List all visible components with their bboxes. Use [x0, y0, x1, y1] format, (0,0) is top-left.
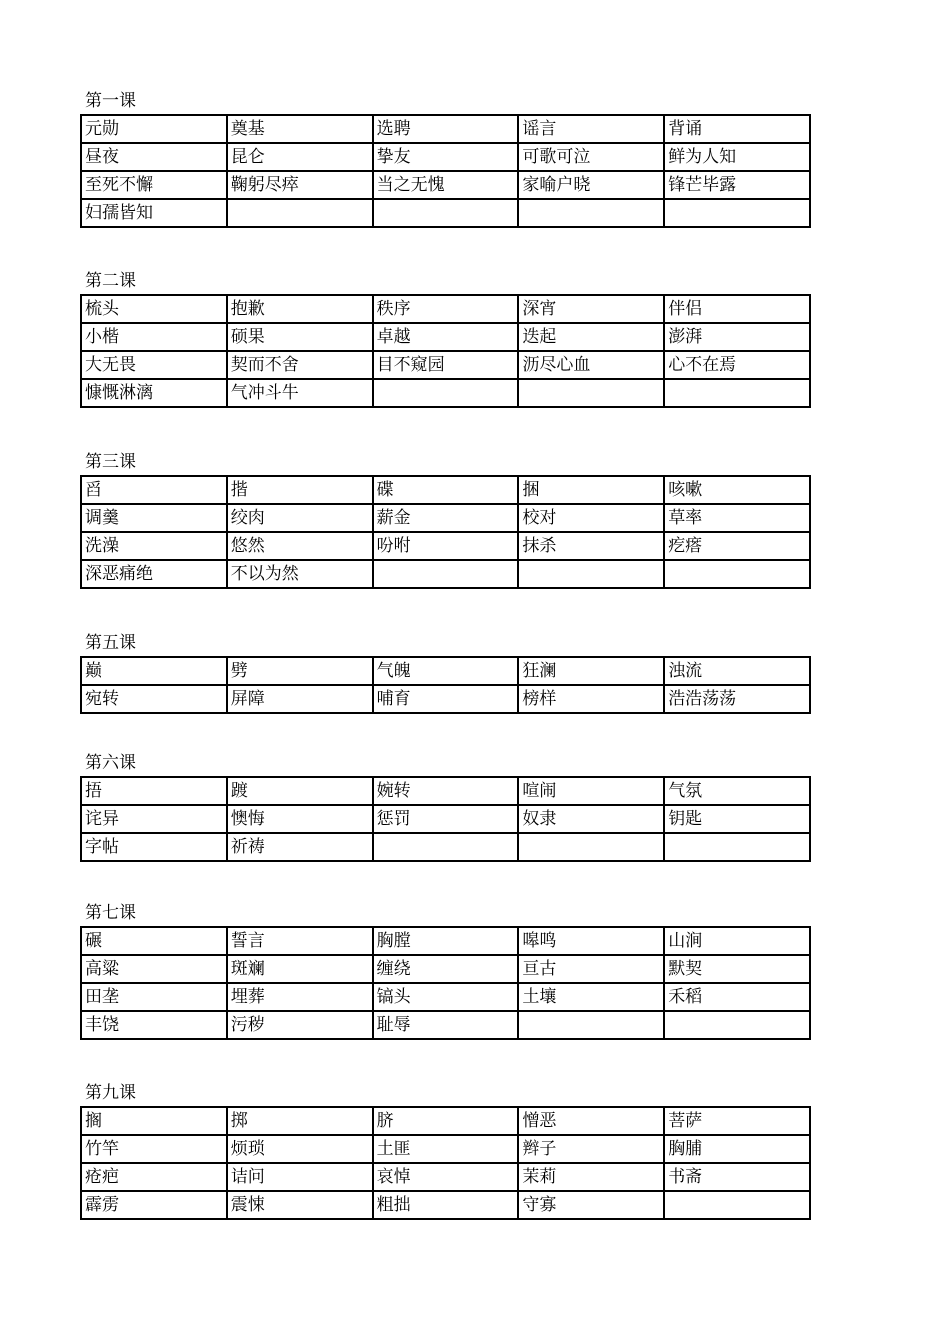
word-cell: 惩罚 — [373, 805, 519, 833]
vocabulary-table — [80, 475, 811, 589]
word-cell: 奠基 — [227, 115, 373, 143]
table-row — [81, 1011, 810, 1039]
table-row — [81, 115, 810, 143]
word-cell — [664, 199, 810, 227]
word-cell: 字帖 — [81, 833, 227, 861]
word-cell — [518, 199, 664, 227]
lesson-title: 第六课 — [85, 753, 136, 773]
table-row — [81, 1191, 810, 1219]
word-cell: 缠绕 — [373, 955, 519, 983]
word-cell: 书斋 — [664, 1163, 810, 1191]
word-cell: 薪金 — [373, 504, 519, 532]
table-row — [81, 532, 810, 560]
word-cell: 元勋 — [81, 115, 227, 143]
word-cell: 疙瘩 — [664, 532, 810, 560]
word-cell: 土匪 — [373, 1135, 519, 1163]
word-cell: 洗澡 — [81, 532, 227, 560]
table-row — [81, 983, 810, 1011]
word-cell: 婉转 — [373, 777, 519, 805]
word-cell: 诘问 — [227, 1163, 373, 1191]
word-cell: 挚友 — [373, 143, 519, 171]
word-cell: 哺育 — [373, 685, 519, 713]
lesson-title: 第七课 — [85, 903, 136, 923]
word-cell: 捂 — [81, 777, 227, 805]
word-cell: 辫子 — [518, 1135, 664, 1163]
word-cell: 家喻户晓 — [518, 171, 664, 199]
word-cell: 当之无愧 — [373, 171, 519, 199]
word-cell: 至死不懈 — [81, 171, 227, 199]
word-cell: 土壤 — [518, 983, 664, 1011]
word-cell — [373, 833, 519, 861]
lesson-title: 第九课 — [85, 1083, 136, 1103]
word-cell: 卓越 — [373, 323, 519, 351]
vocabulary-table — [80, 926, 811, 1040]
lesson-title: 第五课 — [85, 633, 136, 653]
word-cell — [518, 379, 664, 407]
word-cell: 心不在焉 — [664, 351, 810, 379]
word-cell: 迭起 — [518, 323, 664, 351]
word-cell: 舀 — [81, 476, 227, 504]
vocabulary-table — [80, 656, 811, 714]
word-cell — [373, 379, 519, 407]
word-cell: 憎恶 — [518, 1107, 664, 1135]
word-cell: 大无畏 — [81, 351, 227, 379]
table-row — [81, 560, 810, 588]
word-cell — [227, 199, 373, 227]
word-cell: 梳头 — [81, 295, 227, 323]
word-cell: 小楷 — [81, 323, 227, 351]
word-cell: 抱歉 — [227, 295, 373, 323]
vocabulary-table — [80, 114, 811, 228]
word-cell: 祈祷 — [227, 833, 373, 861]
word-cell: 诧异 — [81, 805, 227, 833]
word-cell: 耻辱 — [373, 1011, 519, 1039]
word-cell: 气冲斗牛 — [227, 379, 373, 407]
word-cell: 震悚 — [227, 1191, 373, 1219]
vocabulary-table — [80, 776, 811, 862]
word-cell: 懊悔 — [227, 805, 373, 833]
table-row — [81, 1107, 810, 1135]
word-cell: 妇孺皆知 — [81, 199, 227, 227]
table-row — [81, 143, 810, 171]
word-cell: 禾稻 — [664, 983, 810, 1011]
word-cell: 气氛 — [664, 777, 810, 805]
word-cell: 慷慨淋漓 — [81, 379, 227, 407]
table-row — [81, 927, 810, 955]
word-cell: 浊流 — [664, 657, 810, 685]
word-cell: 目不窥园 — [373, 351, 519, 379]
word-cell — [518, 560, 664, 588]
word-cell: 菩萨 — [664, 1107, 810, 1135]
word-cell: 茉莉 — [518, 1163, 664, 1191]
word-cell — [518, 833, 664, 861]
word-cell: 深恶痛绝 — [81, 560, 227, 588]
table-row — [81, 805, 810, 833]
word-cell: 胸脯 — [664, 1135, 810, 1163]
word-cell: 草率 — [664, 504, 810, 532]
word-cell: 昆仑 — [227, 143, 373, 171]
word-cell: 背诵 — [664, 115, 810, 143]
word-cell: 吩咐 — [373, 532, 519, 560]
word-cell — [664, 1011, 810, 1039]
word-cell: 伴侣 — [664, 295, 810, 323]
word-cell — [518, 1011, 664, 1039]
word-cell: 劈 — [227, 657, 373, 685]
table-row — [81, 199, 810, 227]
table-row — [81, 657, 810, 685]
word-cell: 深宵 — [518, 295, 664, 323]
word-cell — [664, 560, 810, 588]
word-cell: 调羹 — [81, 504, 227, 532]
word-cell: 锋芒毕露 — [664, 171, 810, 199]
table-row — [81, 351, 810, 379]
word-cell: 捆 — [518, 476, 664, 504]
word-cell — [373, 199, 519, 227]
vocabulary-table — [80, 294, 811, 408]
word-cell: 可歌可泣 — [518, 143, 664, 171]
word-cell: 校对 — [518, 504, 664, 532]
word-cell: 誓言 — [227, 927, 373, 955]
word-cell: 山涧 — [664, 927, 810, 955]
word-cell: 哀悼 — [373, 1163, 519, 1191]
table-row — [81, 777, 810, 805]
word-cell: 鞠躬尽瘁 — [227, 171, 373, 199]
table-row — [81, 833, 810, 861]
word-cell: 浩浩荡荡 — [664, 685, 810, 713]
table-row — [81, 1135, 810, 1163]
table-row — [81, 1163, 810, 1191]
word-cell: 钥匙 — [664, 805, 810, 833]
word-cell: 守寡 — [518, 1191, 664, 1219]
word-cell: 默契 — [664, 955, 810, 983]
word-cell: 宛转 — [81, 685, 227, 713]
word-cell: 沥尽心血 — [518, 351, 664, 379]
word-cell: 秩序 — [373, 295, 519, 323]
word-cell: 咳嗽 — [664, 476, 810, 504]
word-cell: 镐头 — [373, 983, 519, 1011]
word-cell: 抹杀 — [518, 532, 664, 560]
word-cell: 烦琐 — [227, 1135, 373, 1163]
vocabulary-table — [80, 1106, 811, 1220]
word-cell: 粗拙 — [373, 1191, 519, 1219]
table-row — [81, 379, 810, 407]
word-cell: 硕果 — [227, 323, 373, 351]
word-cell — [664, 379, 810, 407]
word-cell: 胸膛 — [373, 927, 519, 955]
table-row — [81, 295, 810, 323]
word-cell: 选聘 — [373, 115, 519, 143]
word-cell: 巅 — [81, 657, 227, 685]
word-cell — [664, 1191, 810, 1219]
word-cell: 气魄 — [373, 657, 519, 685]
word-cell: 澎湃 — [664, 323, 810, 351]
word-cell: 奴隶 — [518, 805, 664, 833]
word-cell: 鲜为人知 — [664, 143, 810, 171]
word-cell: 昼夜 — [81, 143, 227, 171]
word-cell: 揩 — [227, 476, 373, 504]
word-cell: 榜样 — [518, 685, 664, 713]
table-row — [81, 323, 810, 351]
table-row — [81, 476, 810, 504]
word-cell: 田垄 — [81, 983, 227, 1011]
word-cell: 嗥鸣 — [518, 927, 664, 955]
word-cell: 埋葬 — [227, 983, 373, 1011]
word-cell: 疮疤 — [81, 1163, 227, 1191]
word-cell: 屏障 — [227, 685, 373, 713]
word-cell: 谣言 — [518, 115, 664, 143]
lesson-title: 第三课 — [85, 452, 136, 472]
word-cell: 丰饶 — [81, 1011, 227, 1039]
word-cell: 脐 — [373, 1107, 519, 1135]
table-row — [81, 504, 810, 532]
word-cell: 搁 — [81, 1107, 227, 1135]
word-cell: 狂澜 — [518, 657, 664, 685]
word-cell: 绞肉 — [227, 504, 373, 532]
word-cell: 污秽 — [227, 1011, 373, 1039]
word-cell: 悠然 — [227, 532, 373, 560]
table-row — [81, 955, 810, 983]
table-row — [81, 171, 810, 199]
lesson-title: 第二课 — [85, 271, 136, 291]
word-cell: 踱 — [227, 777, 373, 805]
word-cell: 掷 — [227, 1107, 373, 1135]
word-cell — [373, 560, 519, 588]
word-cell: 碟 — [373, 476, 519, 504]
word-cell: 斑斓 — [227, 955, 373, 983]
word-cell: 亘古 — [518, 955, 664, 983]
word-cell: 霹雳 — [81, 1191, 227, 1219]
lesson-title: 第一课 — [85, 91, 136, 111]
word-cell: 高粱 — [81, 955, 227, 983]
word-cell: 竹竿 — [81, 1135, 227, 1163]
word-cell: 不以为然 — [227, 560, 373, 588]
table-row — [81, 685, 810, 713]
word-cell: 碾 — [81, 927, 227, 955]
word-cell: 喧闹 — [518, 777, 664, 805]
word-cell — [664, 833, 810, 861]
word-cell: 契而不舍 — [227, 351, 373, 379]
